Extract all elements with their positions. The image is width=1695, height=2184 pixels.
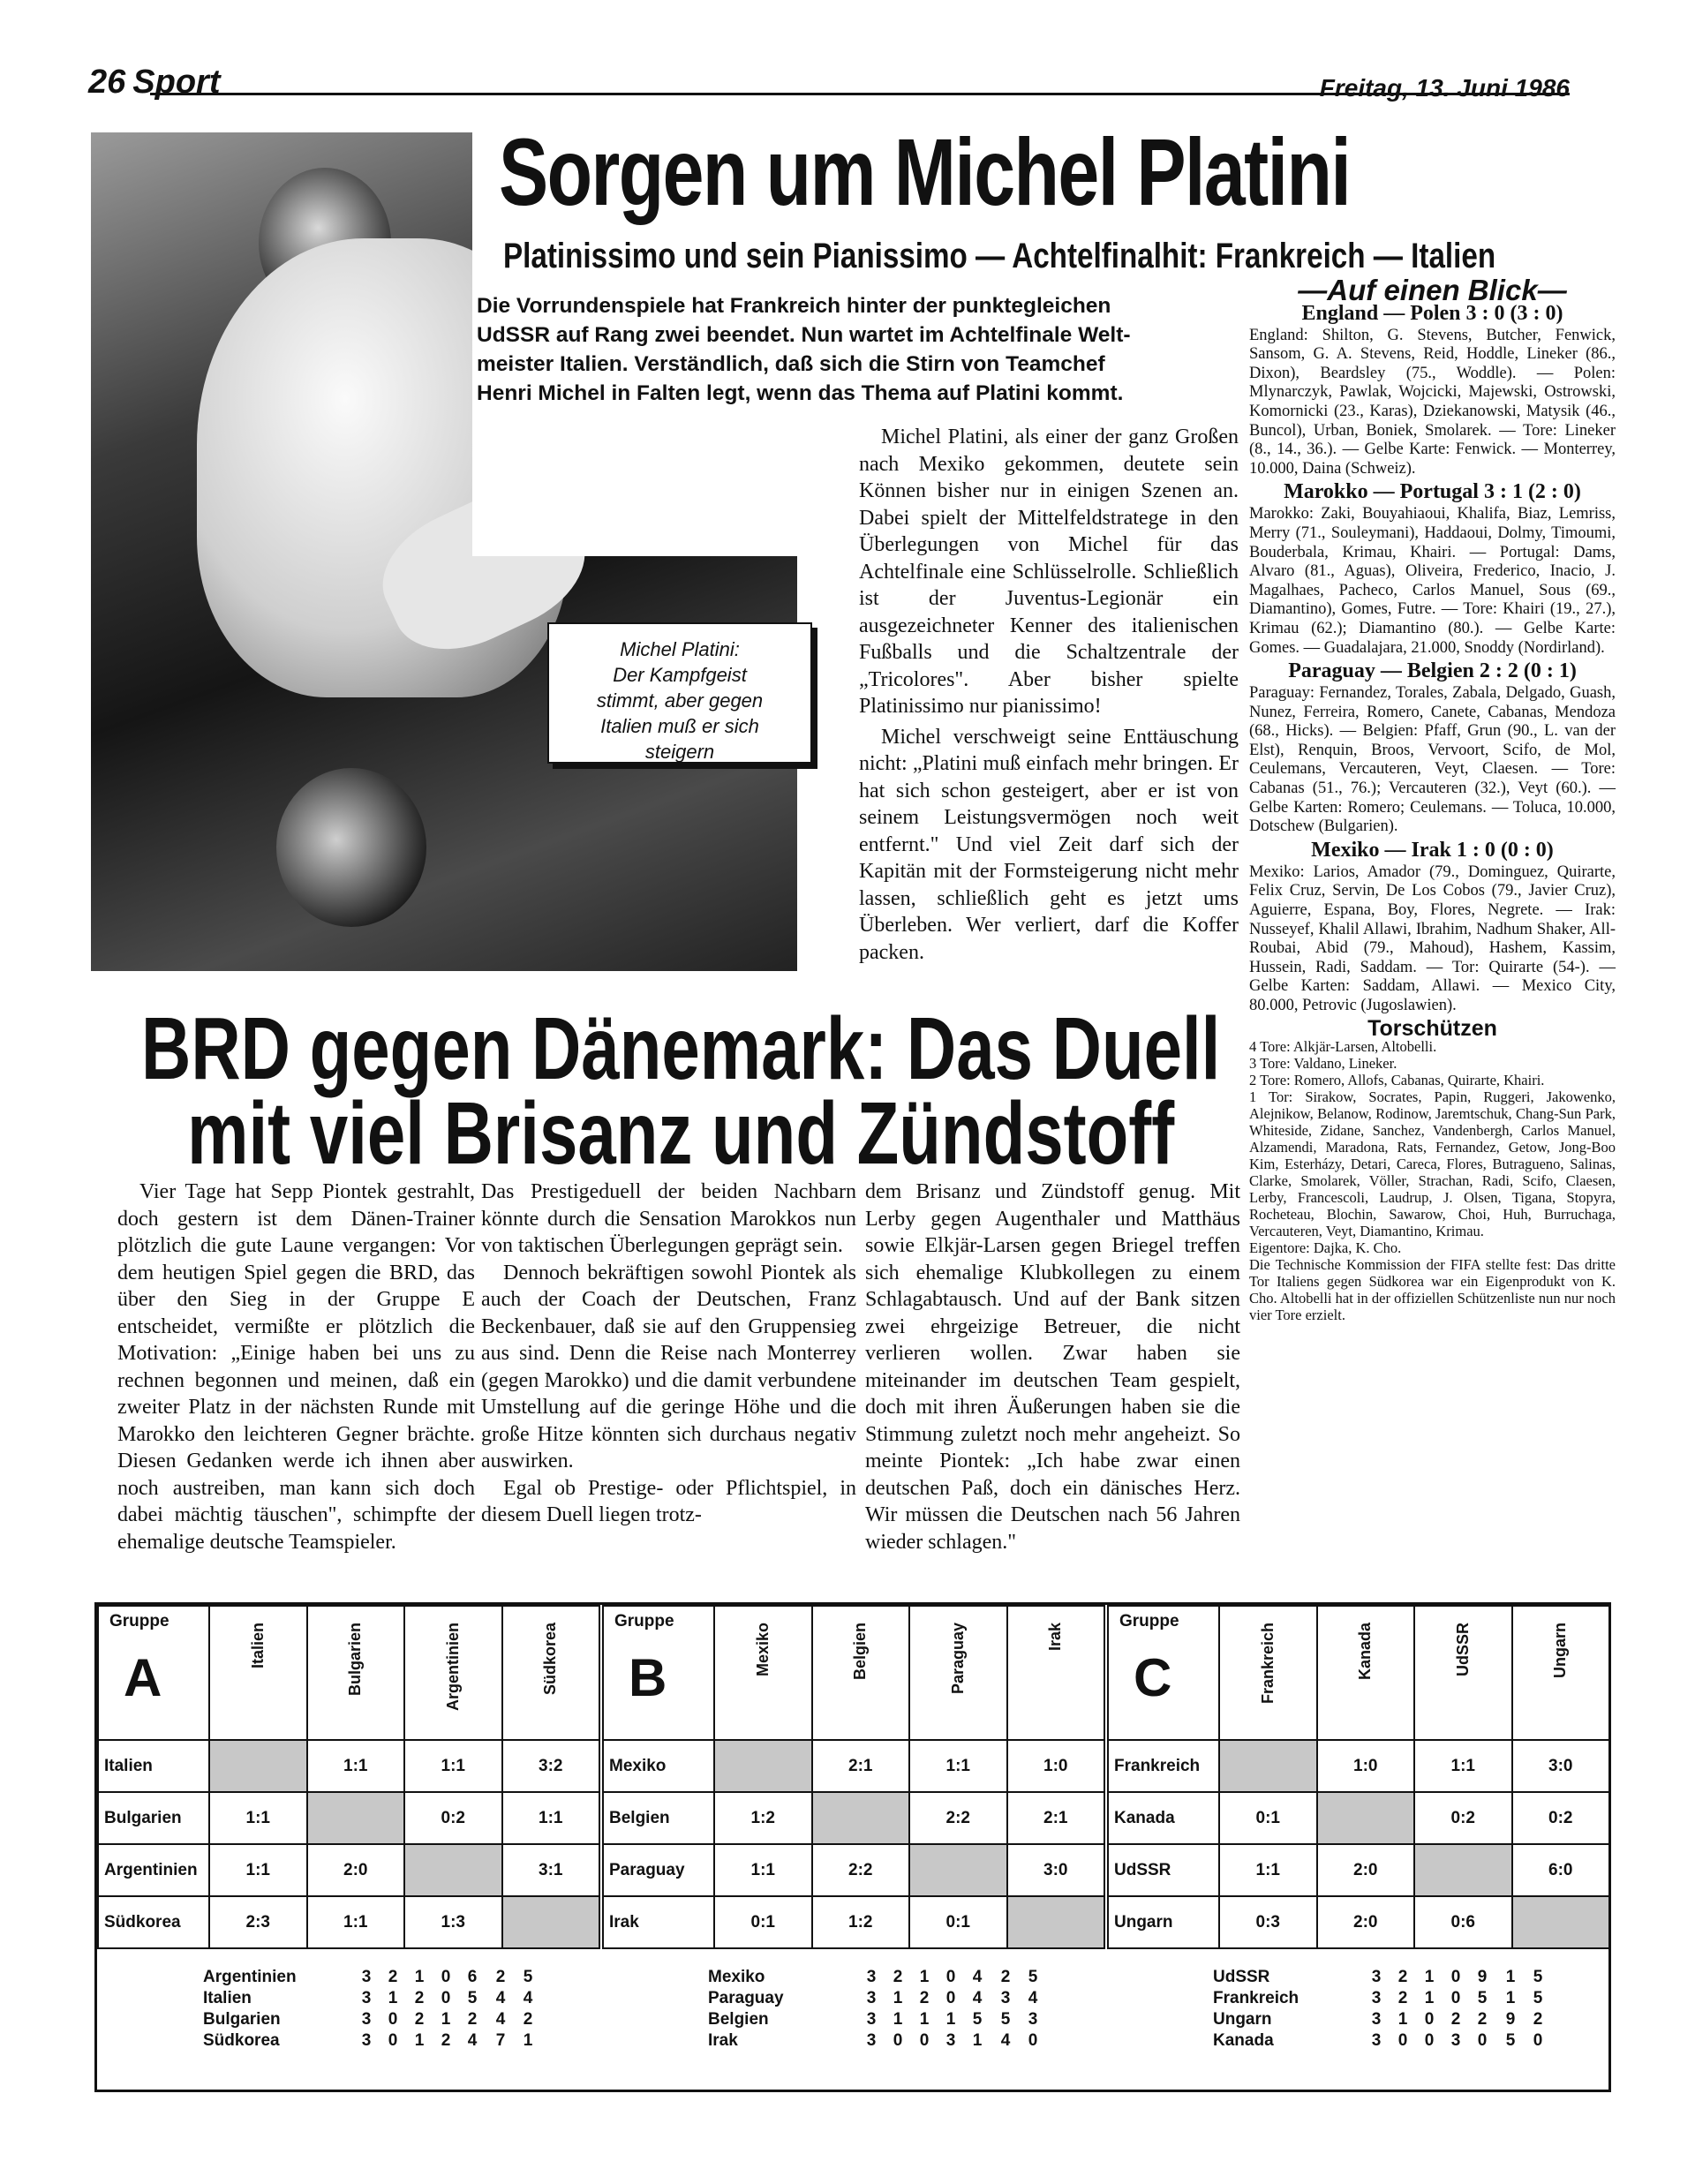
standings-value: 0 [1424,2010,1435,2029]
group-label: Gruppe [1119,1612,1179,1630]
standings-value: 2 [523,2010,533,2029]
standings-value: 2 [495,1968,506,1986]
table-row [98,1844,599,1896]
column-team: Ungarn [1551,1623,1570,1678]
article1-body [859,424,1239,966]
intro-line: Henri Michel in Falten legt, wenn das Thema auf Platini kommt. [477,381,1124,405]
row-team: Irak [603,1896,714,1948]
standings-value: 0 [1450,1989,1461,2007]
result-cell: 2:1 [812,1740,910,1792]
table-row [98,1792,599,1844]
standings-value: 3 [1371,1968,1382,1986]
photo-opponent-head [276,768,426,927]
standings-team: Belgien [708,2010,769,2029]
standings-value: 3 [945,2031,956,2050]
standings-value: 0 [388,2031,398,2050]
table-row [98,1896,599,1948]
result-cell: 1:1 [209,1792,307,1844]
row-team: Belgien [603,1792,714,1844]
standings-value: 2 [1533,2010,1543,2029]
standings-value: 5 [1533,1989,1543,2007]
result-cell: 0:3 [1219,1896,1317,1948]
standings-value: 3 [866,2010,877,2029]
standings-row [1213,2030,1550,2052]
standings-value: 0 [945,1968,956,1986]
group-label: Gruppe [109,1612,170,1630]
standings-value: 1 [441,2010,451,2029]
standings-value: 0 [1424,2031,1435,2050]
standings-value: 3 [361,1968,372,1986]
result-cell: 1:1 [307,1740,405,1792]
standings-value: 1 [414,2031,425,2050]
column-team: Frankreich [1258,1623,1277,1705]
match-result: Marokko — Portugal 3 : 1 (2 : 0) [1284,480,1581,504]
section-name: Sport [132,64,221,101]
match-details: Paraguay: Fernandez, Torales, Zabala, Delgado, Guash, Nunez, Ferreira, Romero, Canete, Cabanas, Mendoza (68., Hicks). — Belgien: Pfaff, Grun (90., L. van der Elst), Renquin, Broos, Vervoort, Scifo, de Mol, Ceulemans, Vercauteren, Veyt, Claesen. — Tore: Cabanas (51., 76.); Vercauteren (32.), Veyt (60.). — Gelbe Karten: Romero; Ceulemans. — Toluca, 10.000, Dotschew (Bulgarien). [1249,684,1616,836]
column-team: Bulgarien [346,1623,365,1697]
standings-row [1213,2009,1550,2030]
standings-value: 2 [919,1989,930,2007]
standings-value: 2 [1450,2010,1461,2029]
standings-row [1213,1988,1550,2009]
standings-value: 1 [1397,2010,1408,2029]
standings-value: 4 [495,1989,506,2007]
standings-value: 2 [1477,2010,1488,2029]
column-team: Paraguay [948,1623,967,1695]
auf-einen-blick-box [1249,274,1616,1324]
result-cell: 2:0 [307,1844,405,1896]
standings-team: Paraguay [708,1989,784,2007]
result-cell: 1:0 [1317,1740,1415,1792]
intro-line: UdSSR auf Rang zwei beendet. Nun wartet im Achtelfinale Welt- [477,323,1131,347]
result-cell [1317,1792,1415,1844]
result-cell: 1:1 [209,1844,307,1896]
result-cell [1219,1740,1317,1792]
table-row [1108,1740,1609,1792]
standings-row [203,2030,540,2052]
table-row [98,1740,599,1792]
result-cell [502,1896,600,1948]
issue-date: Freitag, 13. Juni 1986 [1319,74,1570,102]
match-details: England: Shilton, G. Stevens, Butcher, Fenwick, Sansom, G. A. Stevens, Reid, Hoddle, Lineker (86., Dixon), Beardsley (75., Woddle). — Polen: Mlynarczyk, Pawlak, Wojcicki, Majewski, Ostrowski, Komornicki (23., Karas), Dziekanowski, Matysik (46., Buncol), Urban, Boniek, Smolarek. — Tore: Lineker (8., 14., 36.). — Gelbe Karte: Fenwick. — Monterrey, 10.000, Daina (Schweiz). [1249,326,1616,478]
standings-value: 2 [388,1968,398,1986]
result-cell: 3:0 [1007,1844,1105,1896]
standings-value: 3 [866,1989,877,2007]
standings-value: 4 [1028,1989,1038,2007]
subheadline-platini: Platinissimo und sein Pianissimo — Achtelfinalhit: Frankreich — Italien [503,237,1496,275]
standings-value: 2 [893,1968,903,1986]
standings-value: 3 [1000,1989,1011,2007]
result-cell: 0:2 [1414,1792,1512,1844]
headline-brd-daenemark [141,999,1221,1183]
standings-team: Italien [203,1989,252,2007]
standings-value: 3 [361,2010,372,2029]
table-row [1108,1896,1609,1948]
match-result: Paraguay — Belgien 2 : 2 (0 : 1) [1288,659,1577,683]
group-table-b [602,1605,1105,1949]
result-cell: 1:1 [404,1740,502,1792]
scorer-line: 3 Tore: Valdano, Lineker. [1249,1055,1397,1073]
result-cell [714,1740,812,1792]
column-team: Südkorea [541,1623,560,1696]
standings-value: 0 [1533,2031,1543,2050]
column-team: Kanada [1356,1623,1375,1681]
group-table-a [97,1605,600,1949]
result-cell: 1:1 [502,1792,600,1844]
group-letter: B [629,1648,667,1707]
article2-col1 [117,1179,475,1555]
standings-value: 0 [388,2010,398,2029]
scorer-line: Eigentore: Dajka, K. Cho. [1249,1239,1402,1257]
standings-row [203,1988,540,2009]
standings-team: Bulgarien [203,2010,281,2029]
standings-value: 4 [523,1989,533,2007]
standings-value: 2 [1000,1968,1011,1986]
headline-platini: Sorgen um Michel Platini [499,118,1351,225]
standings-value: 0 [919,2031,930,2050]
standings-value: 4 [972,1968,983,1986]
column-team: Irak [1046,1623,1065,1652]
result-cell: 0:1 [909,1896,1007,1948]
result-cell: 1:1 [1414,1740,1512,1792]
standings-value: 0 [893,2031,903,2050]
standings-value: 5 [1000,2010,1011,2029]
column-team: Italien [248,1623,267,1669]
standings-value: 1 [388,1989,398,2007]
standings-value: 2 [467,2010,478,2029]
scorer-line: Die Technische Kommission der FIFA stellte fest: Das dritte Tor Italiens gegen Südkorea war ein Eigenprodukt von K. Cho. Altobelli hat in der offiziellen Schützenliste nun nur noch vier Tore erzielt. [1249,1256,1616,1324]
standings-value: 5 [1533,1968,1543,1986]
standings-value: 0 [1477,2031,1488,2050]
article2-paragraph: Das Prestigeduell der beiden Nachbarn könnte durch die Sensation Marokkos nun von taktischen Überlegungen geprägt sein. [481,1180,856,1257]
standings-value: 6 [467,1968,478,1986]
page-number: 26 [88,64,126,101]
result-cell: 3:2 [502,1740,600,1792]
headline-line: BRD gegen Dänemark: Das Duell [141,999,1221,1098]
blick-heading: —Auf einen Blick— [1298,274,1567,306]
standings-value: 1 [1424,1968,1435,1986]
table-row [603,1844,1104,1896]
page-header-left [88,64,221,102]
result-cell: 0:1 [1219,1792,1317,1844]
standings-value: 2 [441,2031,451,2050]
result-cell: 2:3 [209,1896,307,1948]
standings-value: 1 [945,2010,956,2029]
row-team: Argentinien [98,1844,209,1896]
standings-value: 1 [523,2031,533,2050]
standings-row [708,2009,1045,2030]
article2-col3 [865,1179,1240,1555]
result-cell: 0:2 [1512,1792,1610,1844]
standings-value: 0 [1028,2031,1038,2050]
standings-value: 3 [1450,2031,1461,2050]
standings-value: 3 [1028,2010,1038,2029]
standings-value: 1 [919,1968,930,1986]
standings-value: 2 [1397,1989,1408,2007]
standings-value: 2 [414,2010,425,2029]
standings-value: 5 [1477,1989,1488,2007]
standings-value: 1 [1505,1989,1516,2007]
row-team: Bulgarien [98,1792,209,1844]
intro-line: Die Vorrundenspiele hat Frankreich hinter der punktegleichen [477,294,1111,318]
scorer-line: 1 Tor: Sirakow, Socrates, Papin, Ruggeri, Jakowenko, Alejnikow, Belanow, Rodinow, Jaremtschuk, Chang-Sun Park, Whiteside, Zidane, Sanchez, Vandenbergh, Carlos Manuel, Alzamendi, Maradona, Rats, Fernandez, Getow, Jong-Boo Kim, Esterházy, Detari, Careca, Flores, Butragueno, Salinas, Clarke, Smolarek, Völler, Strachan, Radi, Scifo, Claesen, Lerby, Francescoli, Laudrup, J. Olsen, Tigana, Stopyra, Rocheteau, Blochin, Sawarow, Choi, Huh, Burruchaga, Vercauteren, Veyt, Diamantino, Krimau. [1249,1088,1616,1240]
standings-value: 3 [361,2031,372,2050]
result-cell: 1:2 [714,1792,812,1844]
result-cell: 6:0 [1512,1844,1610,1896]
photo-caption [547,622,812,764]
result-cell [307,1792,405,1844]
result-cell [1414,1844,1512,1896]
standings-row [203,2009,540,2030]
result-cell: 2:0 [1317,1896,1415,1948]
standings-value: 1 [893,2010,903,2029]
result-cell: 0:1 [714,1896,812,1948]
row-team: Italien [98,1740,209,1792]
intro-line: meister Italien. Verständlich, daß sich die Stirn von Teamchef [477,352,1105,376]
result-cell: 2:2 [812,1844,910,1896]
article2-col2 [481,1179,856,1529]
standings-row [708,2030,1045,2052]
column-team: Mexiko [753,1623,772,1677]
group-table-c [1107,1605,1610,1949]
article2-paragraph: dem Brisanz und Zündstoff genug. Mit Lerby gegen Augenthaler und Matthäus sowie Elkjär-Larsen gegen Briegel treffen sich ehemalige Klubkollegen zu einem Schlagabtausch. Und auf der Bank sitzen zwei ehrgeizige Betreuer, die nicht verlieren wollen. Zwar haben sie miteinander im deutschen Team gespielt, doch mit ihren Äußerungen haben sie die Stimmung zuletzt noch mehr angeheizt. So meinte Piontek: „Ich habe zwar einen deutschen Paß, doch ein dänisches Herz. Wir müssen die Deutschen nach 56 Jahren wieder schlagen." [865,1180,1240,1554]
result-cell [812,1792,910,1844]
result-cell: 1:3 [404,1896,502,1948]
standings-row [708,1988,1045,2009]
row-team: Südkorea [98,1896,209,1948]
row-team: Kanada [1108,1792,1219,1844]
table-row [1108,1792,1609,1844]
scorer-line: 4 Tore: Alkjär-Larsen, Altobelli. [1249,1038,1437,1056]
standings-value: 9 [1505,2010,1516,2029]
result-cell: 2:2 [909,1792,1007,1844]
standings-value: 3 [866,2031,877,2050]
standings-team: Irak [708,2031,738,2050]
standings-value: 2 [1397,1968,1408,1986]
table-row [1108,1844,1609,1896]
column-team: Argentinien [443,1623,462,1712]
standings-value: 0 [945,1989,956,2007]
column-team: UdSSR [1453,1623,1472,1677]
standings-team: Argentinien [203,1968,297,1986]
result-cell: 3:1 [502,1844,600,1896]
row-team: Mexiko [603,1740,714,1792]
caption-line: Der Kampfgeist [613,664,747,686]
scorer-line: 2 Tore: Romero, Allofs, Cabanas, Quirarte, Khairi. [1249,1072,1545,1089]
match-result: Mexiko — Irak 1 : 0 (0 : 0) [1311,838,1554,862]
standings-row [708,1967,1045,1988]
result-cell [909,1844,1007,1896]
standings-c [1213,1967,1550,2052]
headline-line: mit viel Brisanz und Zündstoff [187,1084,1175,1183]
standings-team: UdSSR [1213,1968,1270,1986]
standings-value: 0 [1397,2031,1408,2050]
standings-value: 3 [1371,2010,1382,2029]
standings-value: 4 [972,1989,983,2007]
standings-value: 1 [414,1968,425,1986]
result-cell [404,1844,502,1896]
result-cell [209,1740,307,1792]
standings-value: 1 [1424,1989,1435,2007]
result-cell: 1:1 [307,1896,405,1948]
standings-value: 3 [866,1968,877,1986]
row-team: Frankreich [1108,1740,1219,1792]
result-cell: 3:0 [1512,1740,1610,1792]
standings-team: Kanada [1213,2031,1274,2050]
result-cell: 1:1 [1219,1844,1317,1896]
standings-value: 5 [1028,1968,1038,1986]
row-team: Paraguay [603,1844,714,1896]
group-tables [94,1602,1611,2092]
standings-value: 4 [467,2031,478,2050]
standings-value: 5 [972,2010,983,2029]
standings-value: 4 [495,2010,506,2029]
standings-value: 3 [1371,1989,1382,2007]
result-cell: 2:0 [1317,1844,1415,1896]
standings-value: 4 [1000,2031,1011,2050]
standings-value: 0 [441,1989,451,2007]
table-row [603,1792,1104,1844]
standings-team: Mexiko [708,1968,765,1986]
standings-value: 1 [972,2031,983,2050]
result-cell: 1:1 [714,1844,812,1896]
standings-value: 5 [467,1989,478,2007]
standings-value: 1 [1505,1968,1516,1986]
table-row [603,1896,1104,1948]
standings-team: Frankreich [1213,1989,1300,2007]
match-details: Mexiko: Larios, Amador (79., Dominguez, Quirarte, Felix Cruz, Servin, De Los Cobos (79., Javier Cruz), Aguierre, Espana, Boy, Flores, Negrete. — Irak: Nusseyef, Khalil Allawi, Ibrahim, Nadhum Shaker, All-Roubai, Abid (79., Mahoud), Hashem, Kassim, Hussein, Radi, Saddam. — Tor: Quirarte (54-). — Gelbe Karten: Saddam, Allawi. — Mexico City, 80.000, Petrovic (Jugoslawien). [1249,862,1616,1014]
standings-value: 1 [919,2010,930,2029]
standings-value: 5 [1505,2031,1516,2050]
table-row [603,1740,1104,1792]
group-label: Gruppe [614,1612,674,1630]
caption-line: Michel Platini: [620,638,740,660]
standings-team: Südkorea [203,2031,280,2050]
row-team: UdSSR [1108,1844,1219,1896]
result-cell [1512,1896,1610,1948]
article1-paragraph: Michel Platini, als einer der ganz Großen nach Mexiko gekommen, deutete sein Können bisher nur in einigen Szenen an. Dabei spielt der Mittelfeldstratege in den Überlegungen von Michel für das Achtelfinale eine Schlüsselrolle. Schließlich ist der Juventus-Legionär ein ausgezeichneter Kenner des italienischen Fußballs und die Schaltzentrale der „Tricolores". Aber bisher spielte Platinissimo nur pianissimo! [859,426,1239,718]
match-details: Marokko: Zaki, Bouyahiaoui, Khalifa, Biaz, Lemriss, Merry (71., Souleymani), Haddaoui, Dolmy, Timoumi, Bouderbala, Krimau, Khairi. — Portugal: Dams, Alvaro (81., Aguas), Oliveira, Frederico, Inacio, J. Magalhaes, Pacheco, Carlos Manuel, Sous (69., Diamantino), Gomes, Futre. — Tore: Khairi (19., 27.), Krimau (62.); Diamantino (80.). — Gelbe Karte: Gomes. — Guadalajara, 21.000, Snoddy (Nordirland). [1249,505,1616,657]
standings-value: 9 [1477,1968,1488,1986]
torschuetzen-heading: Torschützen [1367,1015,1497,1041]
group-letter: A [124,1648,162,1707]
article2-paragraph: Dennoch bekräftigen sowohl Piontek als auch der Coach der Deutschen, Franz Beckenbauer, daß sie auf den Gruppensieg aus sind. Denn die Reise nach Monterrey (gegen Marokko) und die damit verbundene Umstellung auf die geringe Höhe und die große Hitze könnten sich durchaus negativ auswirken. [481,1261,856,1472]
result-cell: 1:1 [909,1740,1007,1792]
group-letter: C [1134,1648,1172,1707]
article2-paragraph: Egal ob Prestige- oder Pflichtspiel, in diesem Duell liegen trotz- [481,1476,856,1526]
standings-value: 3 [1371,2031,1382,2050]
standings-team: Ungarn [1213,2010,1272,2029]
result-cell: 1:2 [812,1896,910,1948]
column-team: Belgien [851,1623,870,1681]
standings-value: 2 [414,1989,425,2007]
result-cell: 2:1 [1007,1792,1105,1844]
standings-row [203,1967,540,1988]
standings-b [708,1967,1045,2052]
row-team: Ungarn [1108,1896,1219,1948]
standings-value: 3 [361,1989,372,2007]
result-cell [1007,1896,1105,1948]
standings-value: 7 [495,2031,506,2050]
article1-paragraph: Michel verschweigt seine Enttäuschung nicht: „Platini muß einfach mehr bringen. Er hat sich schon gesteigert, aber er ist von seinem Leistungsvermögen noch weit entfernt." Und viel Zeit darf sich der Kapitän mit der Formsteigerung nicht mehr lassen, schließlich geht es jetzt ums Überleben. Wer verliert, darf die Koffer packen. [859,725,1239,964]
result-cell: 1:0 [1007,1740,1105,1792]
blick-heading-text: Auf einen Blick [1327,274,1538,306]
standings-value: 1 [893,1989,903,2007]
standings-value: 5 [523,1968,533,1986]
result-cell: 0:6 [1414,1896,1512,1948]
match-result: England — Polen 3 : 0 (3 : 0) [1301,301,1563,325]
caption-line: steigern [644,741,715,763]
article1-intro [472,291,1240,408]
standings-value: 0 [1450,1968,1461,1986]
torschuetzen-list [1249,1038,1616,1323]
standings-a [203,1967,540,2052]
standings-row [1213,1967,1550,1988]
caption-line: stimmt, aber gegen [596,689,764,712]
result-cell: 0:2 [404,1792,502,1844]
article2-paragraph: Vier Tage hat Sepp Piontek gestrahlt, doch gestern ist dem Dänen-Trainer plötzlich die gute Laune vergangen: Vor dem heutigen Spiel gegen die BRD, das über den Sieg in der Gruppe E entscheidet, vermißte er plötzlich die Motivation: „Einige haben bei uns zu rechnen begonnen und meinen, daß ein zweiter Platz in der nächsten Runde mit Marokko den leichteren Gegner brächte. Diesen Gedanken werde ich ihnen aber noch austreiben, man kann sich doch dabei mächtig täuschen", schimpfte der ehemalige deutsche Teamspieler. [117,1180,475,1554]
caption-line: Italien muß er sich [600,715,759,737]
standings-value: 0 [441,1968,451,1986]
